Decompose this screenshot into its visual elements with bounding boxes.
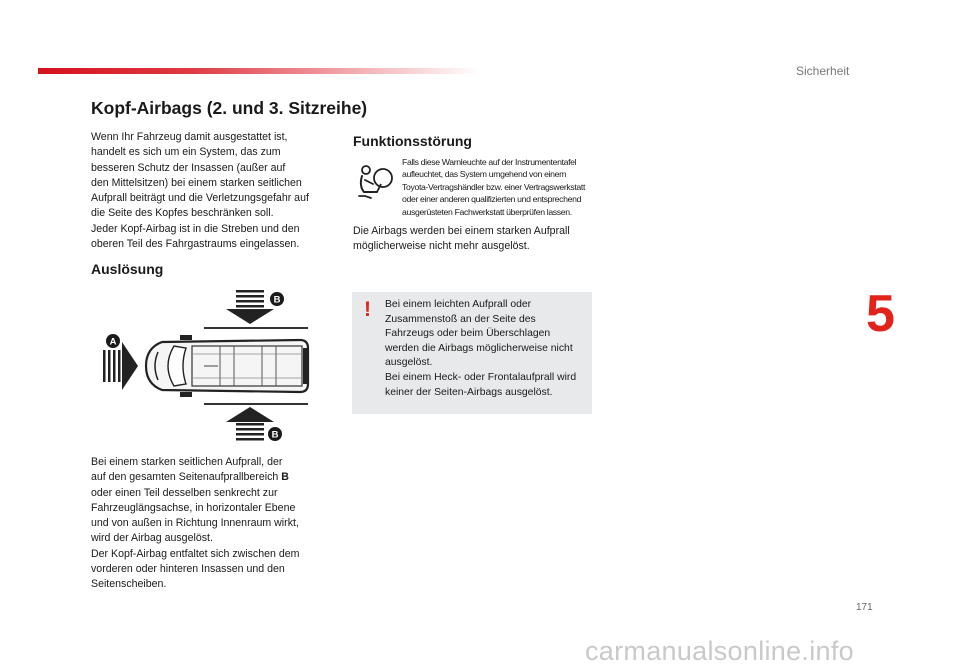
page-number: 171 [856, 602, 873, 613]
svg-text:B: B [271, 429, 279, 441]
label-b-top [270, 292, 284, 306]
label-a [106, 334, 120, 348]
chapter-number: 5 [866, 285, 895, 343]
impact-arrow-bottom [226, 407, 274, 441]
impact-zone-top [204, 327, 308, 329]
warning-text: Bei einem leichten Aufprall oder Zusammenstoß an der Seite des Fahrzeugs oder beim Überschlagen werden die Airbags möglicherweise nicht ausgelöst. Bei einem Heck- oder Frontalaufprall wird keiner der Seiten-Airbags ausgelöst. [385, 299, 577, 398]
header-accent-bar [38, 68, 480, 74]
vehicle-top-view [146, 335, 308, 397]
svg-text:A: A [109, 336, 117, 348]
warning-lamp-text: Falls diese Warnleuchte auf der Instrumententafel aufleuchtet, das System umgehend von einem Toyota-Vertragshändler bzw. einer Vertragswerkstatt oder einer anderen qualifizierten und entsprechend ausgerüsteten Fachwerkstatt überprüfen lassen. [402, 157, 586, 217]
svg-text:B: B [273, 294, 281, 306]
funktionsstoerung-heading: Funktionsstörung [353, 133, 472, 149]
impact-zone-bottom [204, 403, 308, 405]
ausloesung-text: Bei einem starken seitlichen Aufprall, der auf den gesamten Seitenaufprallbereich B oder einen Teil desselben senkrecht zur Fahrzeuglängsachse, in horizontaler Ebene und von außen in Richtung Innenraum wirkt, wird der Airbag ausgelöst. Der Kopf-Airbag entfaltet sich zwischen dem vorderen oder hinteren Insassen und den Seitenscheiben. [91, 456, 300, 591]
watermark: carmanualsonline.info [585, 636, 854, 666]
funktionsstoerung-text: Die Airbags werden bei einem starken Aufprall möglicherweise nicht mehr ausgelöst. [353, 225, 570, 253]
ausloesung-heading: Auslösung [91, 261, 164, 277]
warning-box [352, 292, 592, 414]
impact-arrow-front [103, 342, 138, 390]
label-b-bottom [268, 427, 282, 441]
intro-text: Wenn Ihr Fahrzeug damit ausgestattet ist, handelt es sich um ein System, das zum besseren Schutz der Insassen (außer auf den Mittelsitzen) bei einem starken seitlichen Aufprall beiträgt und die Verletzungsgefahr auf die Seite des Kopfes beschränken soll. Jeder Kopf-Airbag ist in die Streben und den oberen Teil des Fahrgastraums eingelassen. [91, 131, 309, 251]
page-title: Kopf-Airbags (2. und 3. Sitzreihe) [91, 98, 368, 118]
side-impact-diagram [100, 280, 330, 450]
section-title: Sicherheit [796, 64, 850, 78]
impact-arrow-top [226, 290, 274, 324]
exclamation-icon: ! [364, 298, 371, 321]
airbag-warning-icon [355, 162, 395, 202]
